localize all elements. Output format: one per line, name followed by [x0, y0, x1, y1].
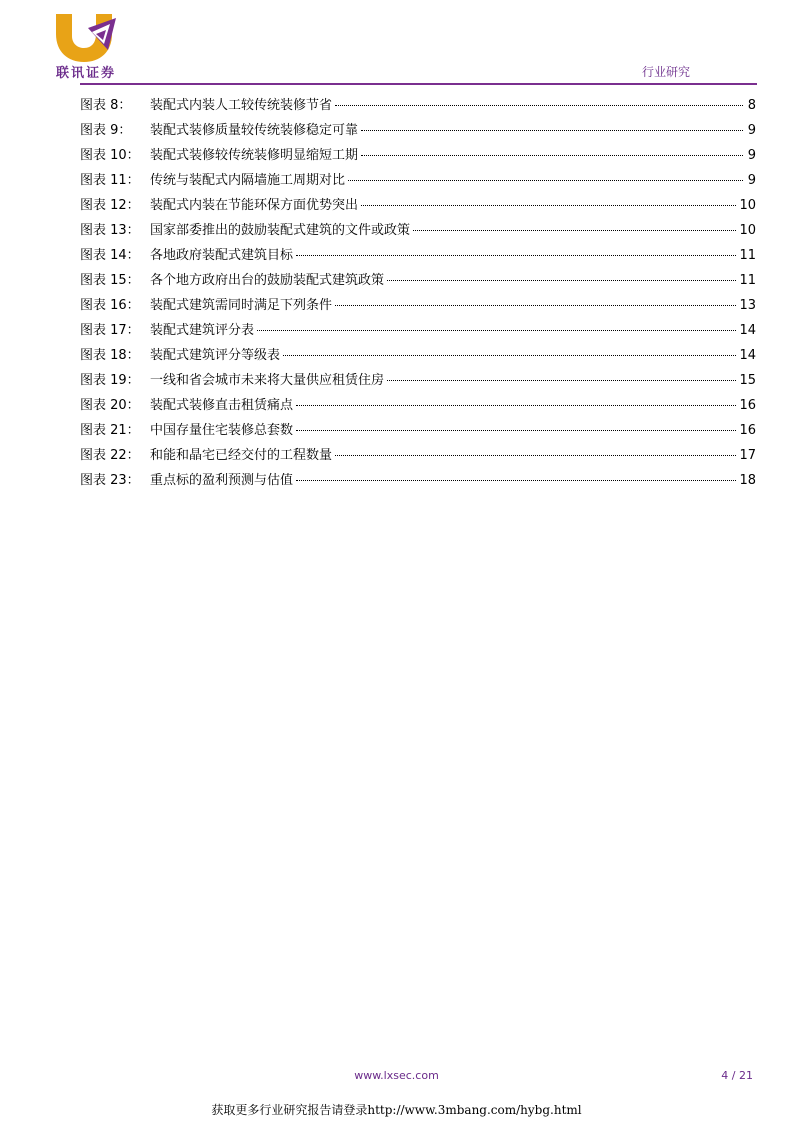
- toc-entry[interactable]: [80, 469, 756, 494]
- header-divider: [80, 83, 757, 85]
- toc-leader: [296, 254, 736, 256]
- toc-page: 9: [747, 123, 756, 138]
- toc-entry[interactable]: [80, 419, 756, 444]
- toc-page: 10: [739, 223, 756, 238]
- footer-website-link[interactable]: www.lxsec.com: [354, 1069, 439, 1082]
- toc-label: 图表 15：: [80, 273, 140, 288]
- toc-title: 传统与装配式内隔墙施工周期对比: [150, 173, 346, 188]
- toc-page: 11: [739, 248, 756, 263]
- toc-page: 13: [739, 298, 756, 313]
- toc-label: 图表 19：: [80, 373, 140, 388]
- toc-leader: [361, 129, 743, 131]
- toc-title: 装配式装修较传统装修明显缩短工期: [150, 148, 359, 163]
- toc-entry[interactable]: [80, 369, 756, 394]
- toc-page: 10: [739, 198, 756, 213]
- toc-leader: [361, 204, 736, 206]
- toc-title: 和能和晶宅已经交付的工程数量: [150, 448, 333, 463]
- toc-label: 图表 16：: [80, 298, 140, 313]
- toc-label: 图表 20：: [80, 398, 140, 413]
- toc-page: 11: [739, 273, 756, 288]
- toc-page: 15: [739, 373, 756, 388]
- toc-label: 图表 14：: [80, 248, 140, 263]
- toc-leader: [335, 454, 736, 456]
- toc-title: 装配式建筑需同时满足下列条件: [150, 298, 333, 313]
- toc-page: 8: [747, 98, 756, 113]
- toc-entry[interactable]: [80, 294, 756, 319]
- toc-entry[interactable]: [80, 94, 756, 119]
- toc-entry[interactable]: [80, 319, 756, 344]
- toc-entry[interactable]: [80, 244, 756, 269]
- toc-leader: [296, 429, 736, 431]
- toc-title: 各个地方政府出台的鼓励装配式建筑政策: [150, 273, 385, 288]
- toc-entry[interactable]: [80, 344, 756, 369]
- toc-leader: [296, 479, 736, 481]
- toc-page: 9: [747, 148, 756, 163]
- toc-label: 图表 12：: [80, 198, 140, 213]
- toc-page: 14: [739, 323, 756, 338]
- toc-entry[interactable]: [80, 394, 756, 419]
- toc-label: 图表 22：: [80, 448, 140, 463]
- footer-page-number: 4 / 21: [721, 1069, 753, 1082]
- toc-label: 图表 11：: [80, 173, 140, 188]
- toc-title: 装配式内装在节能环保方面优势突出: [150, 198, 359, 213]
- toc-title: 装配式建筑评分表: [150, 323, 255, 338]
- toc-entry[interactable]: [80, 444, 756, 469]
- toc-label: 图表 23：: [80, 473, 140, 488]
- toc-leader: [296, 404, 736, 406]
- toc-entry[interactable]: [80, 169, 756, 194]
- figure-table-of-contents: [80, 94, 756, 494]
- toc-title: 重点标的盈利预测与估值: [150, 473, 294, 488]
- toc-leader: [348, 179, 743, 181]
- toc-title: 装配式内装人工较传统装修节省: [150, 98, 333, 113]
- toc-entry[interactable]: [80, 119, 756, 144]
- logo-text: 联讯证券: [56, 66, 117, 81]
- toc-page: 16: [739, 423, 756, 438]
- toc-page: 14: [739, 348, 756, 363]
- toc-entry[interactable]: [80, 269, 756, 294]
- toc-title: 国家部委推出的鼓励装配式建筑的文件或政策: [150, 223, 411, 238]
- toc-page: 18: [739, 473, 756, 488]
- toc-title: 一线和省会城市未来将大量供应租赁住房: [150, 373, 385, 388]
- toc-title: 装配式装修直击租赁痛点: [150, 398, 294, 413]
- toc-page: 16: [739, 398, 756, 413]
- footer-download-note: 获取更多行业研究报告请登录http://www.3mbang.com/hybg.html: [211, 1103, 582, 1117]
- toc-leader: [335, 304, 736, 306]
- toc-leader: [387, 279, 736, 281]
- logo-mark-icon: [52, 10, 124, 66]
- toc-label: 图表 13：: [80, 223, 140, 238]
- toc-leader: [361, 154, 743, 156]
- toc-title: 中国存量住宅装修总套数: [150, 423, 294, 438]
- toc-label: 图表 10：: [80, 148, 140, 163]
- toc-leader: [387, 379, 736, 381]
- toc-title: 装配式建筑评分等级表: [150, 348, 281, 363]
- toc-title: 各地政府装配式建筑目标: [150, 248, 294, 263]
- toc-title: 装配式装修质量较传统装修稳定可靠: [150, 123, 359, 138]
- toc-entry[interactable]: [80, 219, 756, 244]
- toc-leader: [335, 104, 743, 106]
- toc-label: 图表 9：: [80, 123, 132, 138]
- toc-label: 图表 18：: [80, 348, 140, 363]
- toc-leader: [283, 354, 736, 356]
- report-category: 行业研究: [641, 65, 690, 79]
- toc-leader: [413, 229, 736, 231]
- toc-page: 9: [747, 173, 756, 188]
- toc-leader: [257, 329, 736, 331]
- toc-entry[interactable]: [80, 194, 756, 219]
- toc-label: 图表 8：: [80, 98, 132, 113]
- toc-label: 图表 17：: [80, 323, 140, 338]
- toc-entry[interactable]: [80, 144, 756, 169]
- toc-page: 17: [739, 448, 756, 463]
- toc-label: 图表 21：: [80, 423, 140, 438]
